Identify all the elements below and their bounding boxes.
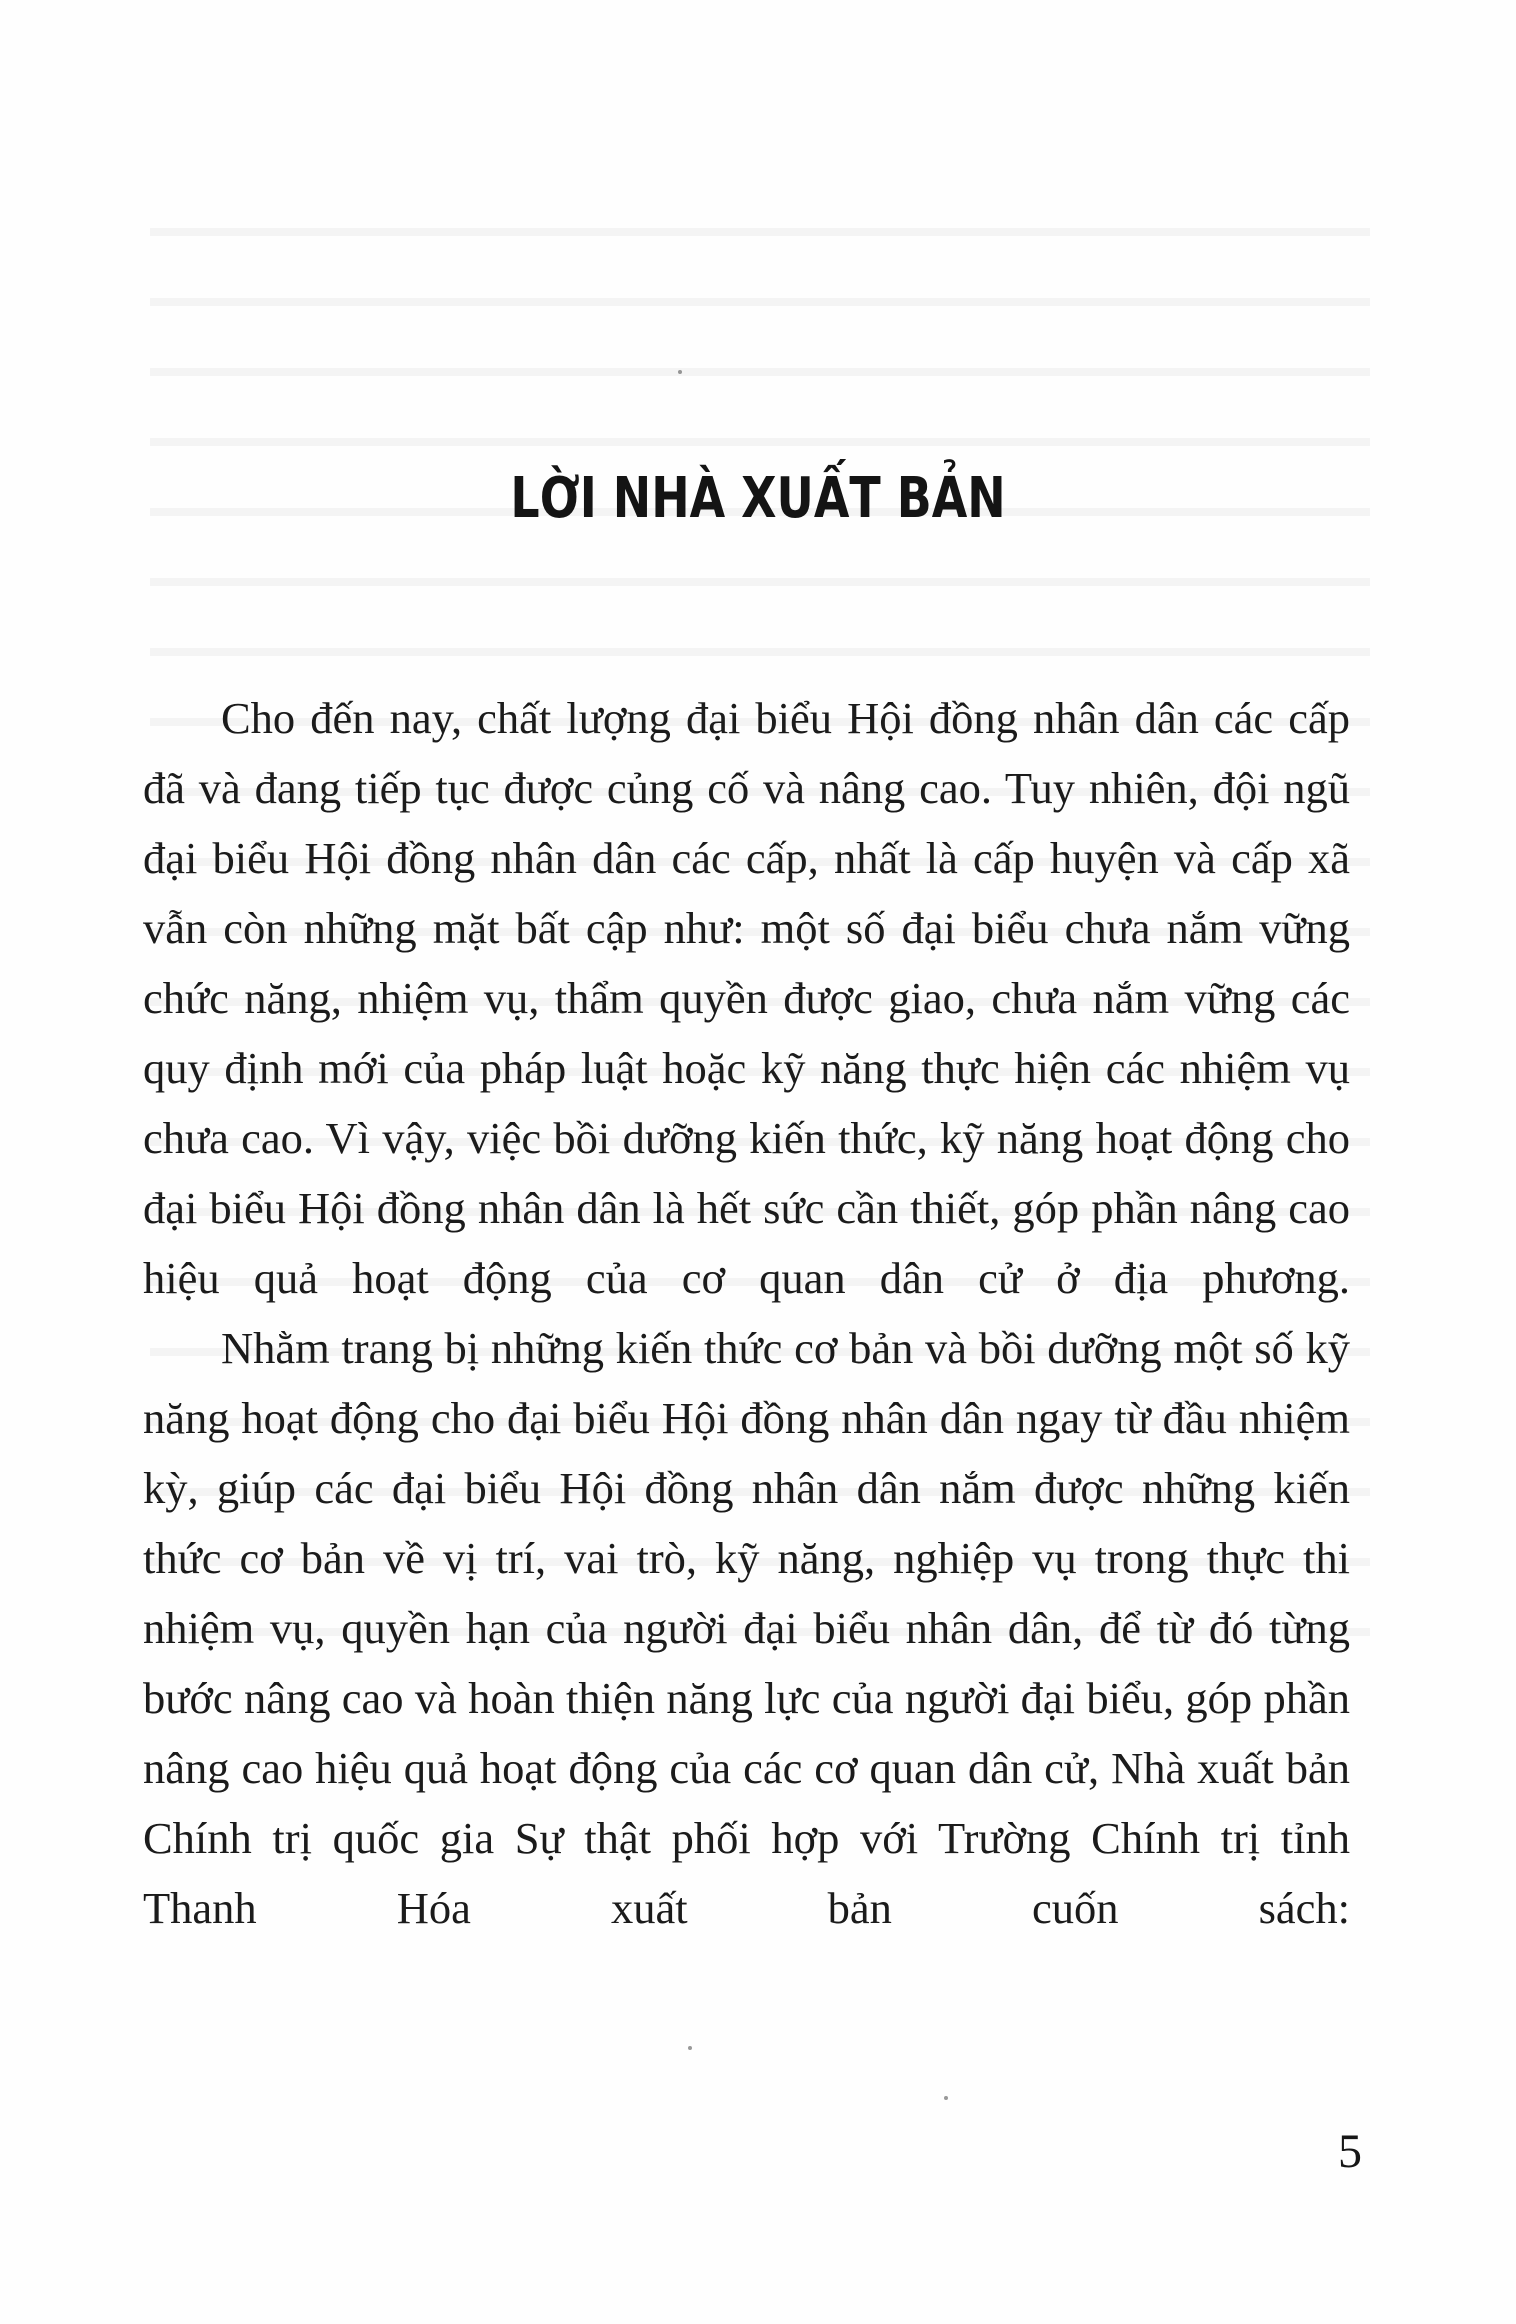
speck [944, 2096, 948, 2100]
paragraph-1: Cho đến nay, chất lượng đại biểu Hội đồng nhân dân các cấp đã và đang tiếp tục được củng cố và nâng cao. Tuy nhiên, đội ngũ đại biểu Hội đồng nhân dân các cấp, nhất là cấp huyện và cấp xã vẫn còn những mặt bất cập như: một số đại biểu chưa nắm vững chức năng, nhiệm vụ, thẩm quyền được giao, chưa nắm vững các quy định mới của pháp luật hoặc kỹ năng thực hiện các nhiệm vụ chưa cao. Vì vậy, việc bồi dưỡng kiến thức, kỹ năng hoạt động cho đại biểu Hội đồng nhân dân là hết sức cần thiết, góp phần nâng cao hiệu quả hoạt động của cơ quan dân cử ở địa phương. [143, 693, 1350, 1303]
speck [678, 370, 682, 374]
page-number: 5 [1338, 2125, 1362, 2178]
body-text [143, 683, 1350, 1943]
speck [688, 2046, 692, 2050]
paragraph-2: Nhằm trang bị những kiến thức cơ bản và bồi dưỡng một số kỹ năng hoạt động cho đại biểu Hội đồng nhân dân ngay từ đầu nhiệm kỳ, giúp các đại biểu Hội đồng nhân dân nắm được những kiến thức cơ bản về vị trí, vai trò, kỹ năng, nghiệp vụ trong thực thi nhiệm vụ, quyền hạn của người đại biểu nhân dân, để từ đó từng bước nâng cao và hoàn thiện năng lực của người đại biểu, góp phần nâng cao hiệu quả hoạt động của các cơ quan dân cử, Nhà xuất bản Chính trị quốc gia Sự thật phối hợp với Trường Chính trị tỉnh Thanh Hóa xuất bản cuốn sách: [143, 1323, 1350, 1933]
page-title: LỜI NHÀ XUẤT BẢN [510, 466, 1006, 531]
